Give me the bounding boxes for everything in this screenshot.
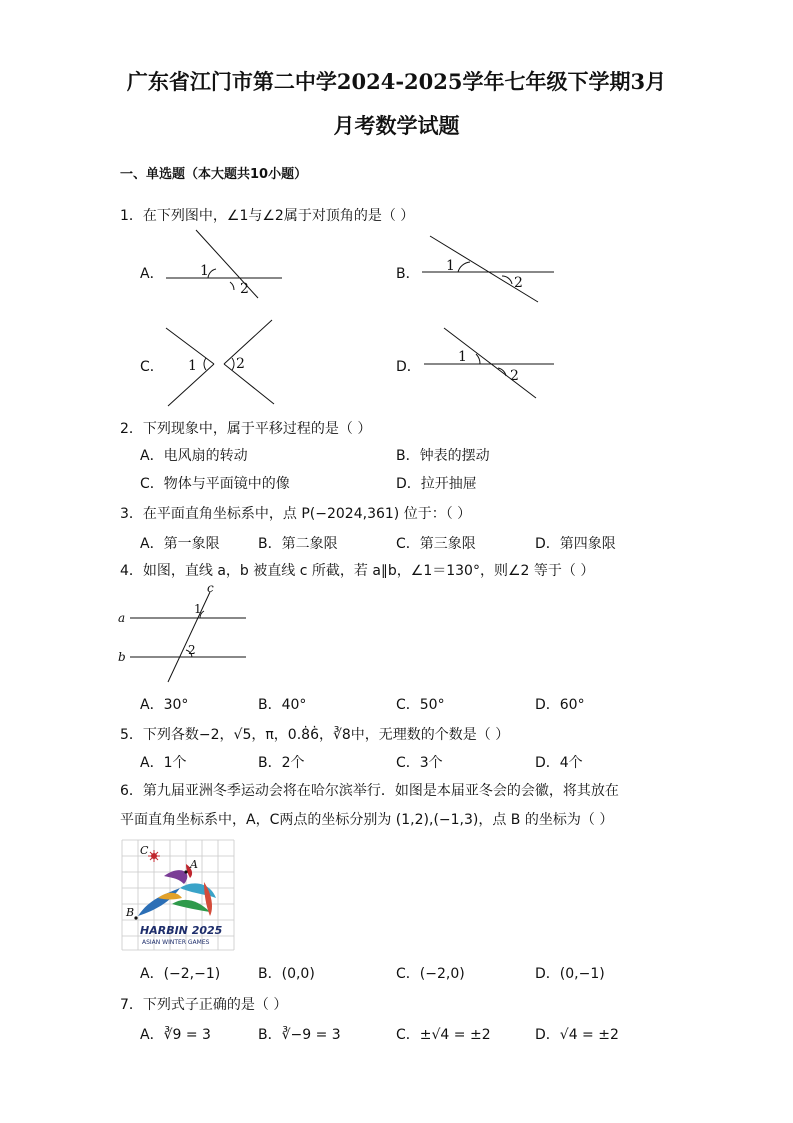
- q1-option-c[interactable]: C．: [140, 359, 164, 375]
- q1-figure-c: [162, 318, 278, 408]
- q4-line-c-label: c: [207, 581, 214, 595]
- q6-point-c-label: C: [140, 844, 149, 857]
- q6-logo-grid-figure: [120, 838, 236, 952]
- q5-option-b[interactable]: B．2个: [258, 755, 305, 771]
- q3-option-c[interactable]: C．第三象限: [396, 536, 476, 552]
- q5-option-d[interactable]: D．4个: [535, 755, 583, 771]
- q3-stem: 3．在平面直角坐标系中，点 P(−2024,361) 位于：（ ）: [120, 506, 472, 522]
- q4-figure: [118, 581, 252, 684]
- q4-option-c[interactable]: C．50°: [396, 697, 445, 713]
- q6-logo-text-2: ASIAN WINTER GAMES: [142, 939, 210, 946]
- q3-option-d[interactable]: D．第四象限: [535, 536, 616, 552]
- q6-option-d[interactable]: D．(0,−1): [535, 966, 605, 982]
- q1d-angle-1-label: 1: [458, 349, 467, 365]
- q6-option-b[interactable]: B．(0,0): [258, 966, 315, 982]
- q7-option-d[interactable]: D．√4 = ±2: [535, 1027, 619, 1043]
- q4-option-d[interactable]: D．60°: [535, 697, 585, 713]
- section-heading: 一、单选题（本大题共10小题）: [120, 167, 308, 182]
- q7-option-a[interactable]: A．∛9 = 3: [140, 1027, 211, 1043]
- q4-angle-2-label: 2: [188, 643, 196, 657]
- q1b-angle-2-label: 2: [514, 275, 523, 291]
- q1c-angle-2-label: 2: [236, 356, 245, 372]
- q7-option-b[interactable]: B．∛−9 = 3: [258, 1027, 341, 1043]
- q1b-angle-1-label: 1: [446, 258, 455, 274]
- q6-stem-line-2: 平面直角坐标系中，A，C两点的坐标分别为 (1,2),(−1,3)，点 B 的坐标为（ ）: [120, 812, 614, 828]
- q1c-angle-1-label: 1: [188, 358, 197, 374]
- q2-option-a[interactable]: A．电风扇的转动: [140, 448, 248, 464]
- q2-option-c[interactable]: C．物体与平面镜中的像: [140, 476, 290, 492]
- q6-logo-text-1: HARBIN 2025: [140, 924, 223, 937]
- q1-option-b[interactable]: B．: [396, 266, 420, 282]
- q6-point-a-label: A: [190, 858, 198, 871]
- q5-option-c[interactable]: C．3个: [396, 755, 443, 771]
- q1-stem: 1．在下列图中，∠1与∠2属于对顶角的是（ ）: [120, 208, 415, 224]
- q2-stem: 2．下列现象中，属于平移过程的是（ ）: [120, 421, 372, 437]
- q6-stem-line-1: 6．第九届亚洲冬季运动会将在哈尔滨举行．如图是本届亚冬会的会徽，将其放在: [120, 783, 619, 799]
- q3-option-a[interactable]: A．第一象限: [140, 536, 220, 552]
- title-line-2: 月考数学试题: [333, 113, 460, 138]
- q4-line-b-label: b: [118, 650, 126, 664]
- title-line-1: 广东省江门市第二中学2024-2025学年七年级下学期3月: [126, 69, 667, 94]
- q1d-angle-2-label: 2: [510, 368, 519, 384]
- q1a-angle-2-label: 2: [240, 281, 249, 297]
- q5-stem: 5．下列各数−2，√5，π，0.8̇6̇，∛8中，无理数的个数是（ ）: [120, 727, 510, 743]
- q1-figure-a: [160, 228, 290, 300]
- snowflake-icon: [148, 850, 160, 862]
- q6-option-c[interactable]: C．(−2,0): [396, 966, 465, 982]
- q3-option-b[interactable]: B．第二象限: [258, 536, 338, 552]
- q6-point-b-label: B: [126, 906, 135, 919]
- q4-angle-1-label: 1: [194, 602, 202, 616]
- q6-option-a[interactable]: A．(−2,−1): [140, 966, 221, 982]
- q7-stem: 7．下列式子正确的是（ ）: [120, 997, 288, 1013]
- q1-figure-b: [418, 232, 558, 304]
- q5-option-a[interactable]: A．1个: [140, 755, 187, 771]
- q4-option-a[interactable]: A．30°: [140, 697, 189, 713]
- q7-option-c[interactable]: C．±√4 = ±2: [396, 1027, 491, 1043]
- q4-stem: 4．如图，直线 a，b 被直线 c 所截，若 a∥b，∠1＝130°，则∠2 等于（ ）: [120, 563, 595, 579]
- q1a-angle-1-label: 1: [200, 263, 209, 279]
- q4-line-a-label: a: [118, 611, 126, 625]
- q4-option-b[interactable]: B．40°: [258, 697, 307, 713]
- q1-figure-d: [420, 326, 560, 400]
- q2-option-d[interactable]: D．拉开抽屉: [396, 476, 477, 492]
- q2-option-b[interactable]: B．钟表的摆动: [396, 448, 490, 464]
- q1-option-a[interactable]: A．: [140, 266, 164, 282]
- q1-option-d[interactable]: D．: [396, 359, 421, 375]
